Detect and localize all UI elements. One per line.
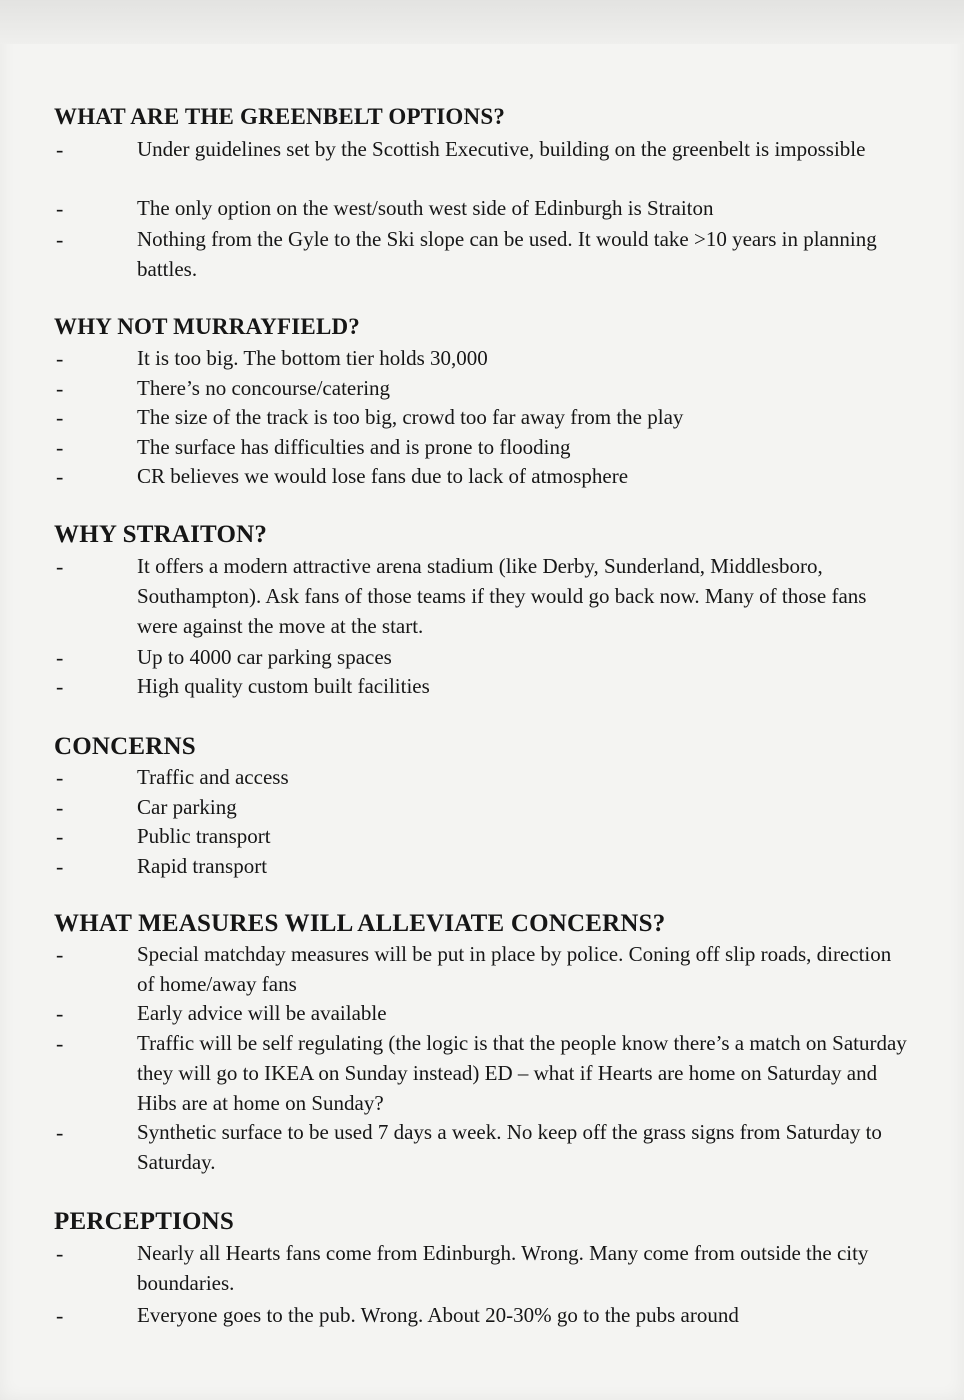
bullet-dash: - bbox=[56, 405, 64, 430]
bullet-dash: - bbox=[56, 376, 64, 401]
list-item-text: Everyone goes to the pub. Wrong. About 20-30% go to the pubs around bbox=[137, 1303, 739, 1327]
bullet-dash: - bbox=[56, 795, 64, 820]
list-item-text: Nearly all Hearts fans come from Edinburgh. Wrong. Many come from outside the city boundaries. bbox=[137, 1241, 869, 1295]
list-item-text: Early advice will be available bbox=[137, 1001, 387, 1025]
bullet-dash: - bbox=[56, 1241, 64, 1266]
section-heading: WHAT MEASURES WILL ALLEVIATE CONCERNS? bbox=[54, 910, 666, 937]
list-item-text: Traffic and access bbox=[137, 765, 289, 789]
bullet-dash: - bbox=[56, 765, 64, 790]
bullet-dash: - bbox=[56, 854, 64, 879]
section-heading: WHAT ARE THE GREENBELT OPTIONS? bbox=[54, 104, 506, 129]
bullet-dash: - bbox=[56, 435, 64, 460]
list-item-text: Synthetic surface to be used 7 days a week. No keep off the grass signs from Saturday to Saturday. bbox=[137, 1120, 882, 1174]
list-item-text: Public transport bbox=[137, 824, 271, 848]
bullet-dash: - bbox=[56, 554, 64, 579]
list-item-text: Rapid transport bbox=[137, 854, 268, 878]
list-item-text: High quality custom built facilities bbox=[137, 674, 430, 698]
list-item-text: Up to 4000 car parking spaces bbox=[137, 645, 392, 669]
bullet-dash: - bbox=[56, 1031, 64, 1056]
bullet-dash: - bbox=[56, 1120, 64, 1145]
bullet-dash: - bbox=[56, 942, 64, 967]
section-heading: CONCERNS bbox=[54, 733, 196, 760]
bullet-dash: - bbox=[56, 137, 64, 162]
list-item-text: Traffic will be self regulating (the logic is that the people know there’s a match on Saturday they will go to IKEA on Sunday instead) ED – what if Hearts are home on Saturday and Hibs are at home on Sunday? bbox=[137, 1031, 907, 1115]
bullet-dash: - bbox=[56, 1001, 64, 1026]
bullet-dash: - bbox=[56, 346, 64, 371]
list-item-text: Car parking bbox=[137, 795, 237, 819]
bullet-dash: - bbox=[56, 824, 64, 849]
list-item-text: It offers a modern attractive arena stadium (like Derby, Sunderland, Middlesboro, Southampton). Ask fans of those teams if they would go back now. Many of those fans were against the move at the start. bbox=[137, 554, 867, 638]
bullet-dash: - bbox=[56, 1303, 64, 1328]
list-item-text: There’s no concourse/catering bbox=[137, 376, 391, 400]
bullet-dash: - bbox=[56, 196, 64, 221]
bullet-dash: - bbox=[56, 227, 64, 252]
list-item-text: Nothing from the Gyle to the Ski slope can be used. It would take >10 years in planning battles. bbox=[137, 227, 877, 281]
list-item-text: Special matchday measures will be put in place by police. Coning off slip roads, direction of home/away fans bbox=[137, 942, 892, 996]
list-item-text: It is too big. The bottom tier holds 30,000 bbox=[137, 346, 488, 370]
bullet-dash: - bbox=[56, 674, 64, 699]
list-item-text: CR believes we would lose fans due to lack of atmosphere bbox=[137, 464, 629, 488]
section-heading: WHY STRAITON? bbox=[54, 521, 268, 548]
bullet-dash: - bbox=[56, 464, 64, 489]
section-heading: PERCEPTIONS bbox=[54, 1208, 235, 1235]
list-item-text: Under guidelines set by the Scottish Executive, building on the greenbelt is impossible bbox=[137, 137, 866, 161]
section-heading: WHY NOT MURRAYFIELD? bbox=[54, 314, 361, 339]
scan-top-edge bbox=[0, 0, 964, 44]
bullet-dash: - bbox=[56, 645, 64, 670]
list-item-text: The only option on the west/south west side of Edinburgh is Straiton bbox=[137, 196, 714, 220]
list-item-text: The size of the track is too big, crowd too far away from the play bbox=[137, 405, 684, 429]
list-item-text: The surface has difficulties and is prone to flooding bbox=[137, 435, 571, 459]
